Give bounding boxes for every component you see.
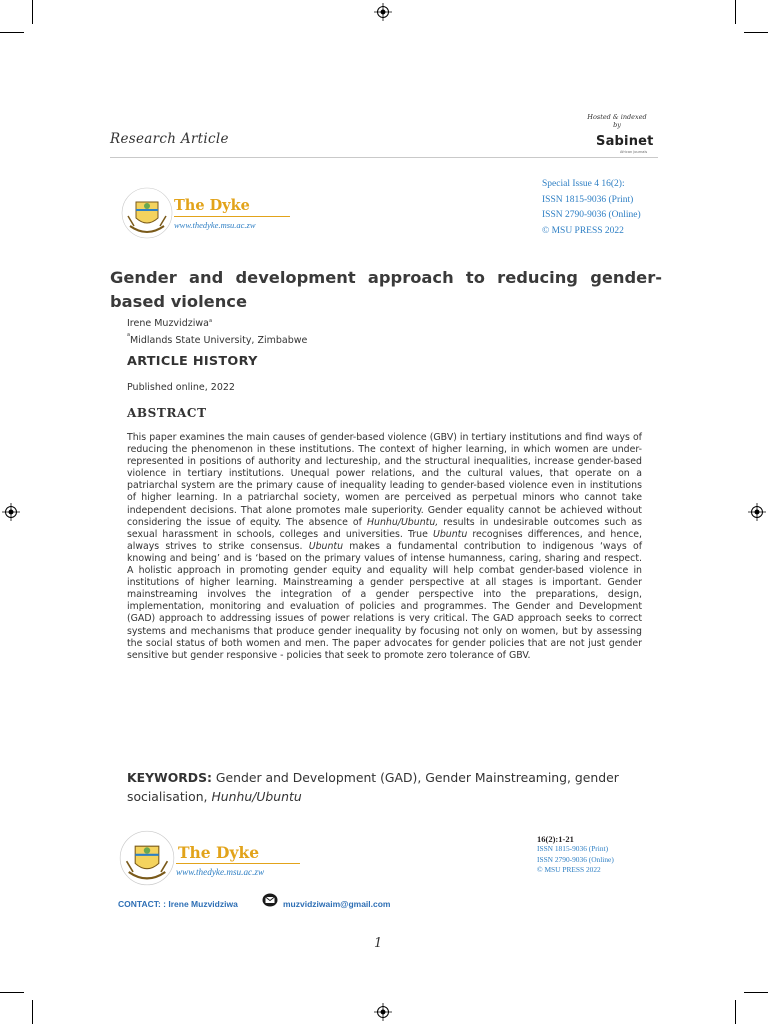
journal-name-rule xyxy=(174,216,290,217)
abstract-text: This paper examines the main causes of gender-based violence (GBV) in tertiary institutions and find ways of reducing the phenomenon in these institutions. The context of higher learning, in which women are under-represented in positions of authority and lectureship, and the structural inequalities, increase gender-based violence in tertiary institutions. Unequal power relations, and the cultural values, that operate on a patriarchal system are the primary cause of inequality leading to gender-based violence even in institutions of higher learning. In a patriarchal society, women are perceived as perpetual minors who cannot take independent decisions. That alone promotes male superiority. Gender equality cannot be achieved without considering the issue of equity. The absence of xyxy=(127,432,642,528)
journal-name: The Dyke xyxy=(174,197,250,214)
sabinet-logo: Sabinet xyxy=(596,134,654,149)
abstract-italic: Ubuntu xyxy=(432,528,468,540)
article-history-heading: ARTICLE HISTORY xyxy=(127,354,258,369)
mail-icon xyxy=(262,893,278,907)
crop-mark xyxy=(32,0,33,24)
crop-mark xyxy=(735,1000,736,1024)
issn-print: ISSN 1815-9036 (Print) xyxy=(542,194,634,205)
journal-name: The Dyke xyxy=(178,843,260,862)
crop-mark xyxy=(744,992,768,993)
abstract-italic: Hunhu/Ubuntu, xyxy=(366,516,439,528)
affiliation: Midlands State University, Zimbabwe xyxy=(130,335,308,346)
journal-name-rule xyxy=(176,863,300,864)
contact-email-link[interactable]: muzvidziwaim@gmail.com xyxy=(283,899,391,909)
abstract-text: results in undesirable outcomes such as sexual harassment in schools, colleges and universities. True xyxy=(127,516,642,540)
published-date: Published online, 2022 xyxy=(127,382,235,393)
msu-crest-icon xyxy=(120,186,174,240)
crop-mark xyxy=(32,1000,33,1024)
keywords xyxy=(127,768,647,806)
journal-logo-footer xyxy=(118,829,318,889)
crop-mark xyxy=(744,32,768,33)
footer-issue-info xyxy=(537,834,614,875)
author-line xyxy=(127,318,212,329)
journal-url: www.thedyke.msu.ac.zw xyxy=(174,220,256,230)
registration-mark-icon xyxy=(748,503,766,521)
registration-mark-icon xyxy=(374,3,392,21)
journal-url: www.thedyke.msu.ac.zw xyxy=(176,867,265,877)
keywords-label: KEYWORDS: xyxy=(127,770,212,785)
footer-issn-online: ISSN 2790-9036 (Online) xyxy=(537,854,614,864)
footer-copyright: © MSU PRESS 2022 xyxy=(537,864,601,874)
sabinet-logo-sub: African Journals xyxy=(620,150,648,154)
issn-online: ISSN 2790-9036 (Online) xyxy=(542,210,641,220)
abstract-text: recognises differences, and hence, always strives to strike consensus. xyxy=(127,528,642,552)
keywords-italic: Hunhu/Ubuntu xyxy=(211,789,302,804)
affiliation-superscript: a xyxy=(127,332,131,338)
crop-mark xyxy=(0,992,24,993)
footer-pages: 16(2):1-21 xyxy=(537,834,574,844)
hosted-indexed-note xyxy=(572,113,662,129)
keywords-text: Gender and Development (GAD), Gender Mainstreaming, gender socialisation, xyxy=(127,770,619,804)
crop-mark xyxy=(735,0,736,24)
registration-mark-icon xyxy=(374,1003,392,1021)
abstract-italic: Ubuntu xyxy=(308,540,344,552)
article-type-label: Research Article xyxy=(110,131,229,147)
journal-issue-info xyxy=(542,177,641,239)
contact-line xyxy=(118,899,238,909)
crop-mark xyxy=(0,32,24,33)
msu-crest-icon xyxy=(118,829,176,887)
article-title: Gender and development approach to reducing gender-based violence xyxy=(110,268,662,311)
author-superscript: a xyxy=(208,318,213,324)
abstract-body xyxy=(127,432,642,662)
registration-mark-icon xyxy=(2,503,20,521)
contact-label: CONTACT: xyxy=(118,899,161,909)
contact-name: : Irene Muzvidziwa xyxy=(160,899,238,909)
abstract-heading: ABSTRACT xyxy=(127,406,207,420)
issue-line: Special Issue 4 16(2): xyxy=(542,179,625,189)
hosted-by-line: by xyxy=(613,121,621,129)
page-number: 1 xyxy=(374,936,383,951)
header-divider xyxy=(110,157,658,158)
copyright: © MSU PRESS 2022 xyxy=(542,225,624,236)
journal-logo xyxy=(120,186,300,246)
hosted-line: Hosted & indexed xyxy=(587,113,647,121)
author-name: Irene Muzvidziwa xyxy=(127,318,209,330)
footer-issn-print: ISSN 1815-9036 (Print) xyxy=(537,844,609,854)
abstract-text: makes a fundamental contribution to indigenous ‘ways of knowing and being’ and is ‘based on the primary values of intense humanness, caring, sharing and respect. A holistic approach in promoting gender equity and equality will help combat gender-based violence in institutions of higher learning. Mainstreaming a gender perspective at all stages is important. Gender mainstreaming involves the integration of a gender perspective into the preparations, design, implementation, monitoring and evaluation of policies and programmes. The Gender and Development (GAD) approach to addressing issues of power relations is very critical. The GAD approach seeks to correct systems and mechanisms that produce gender inequality by focusing not only on women, but by assessing the social status of both women and men. The paper advocates for gender policies that are not just gender sensitive but gender responsive - policies that seek to promote zero tolerance of GBV. xyxy=(127,540,642,661)
